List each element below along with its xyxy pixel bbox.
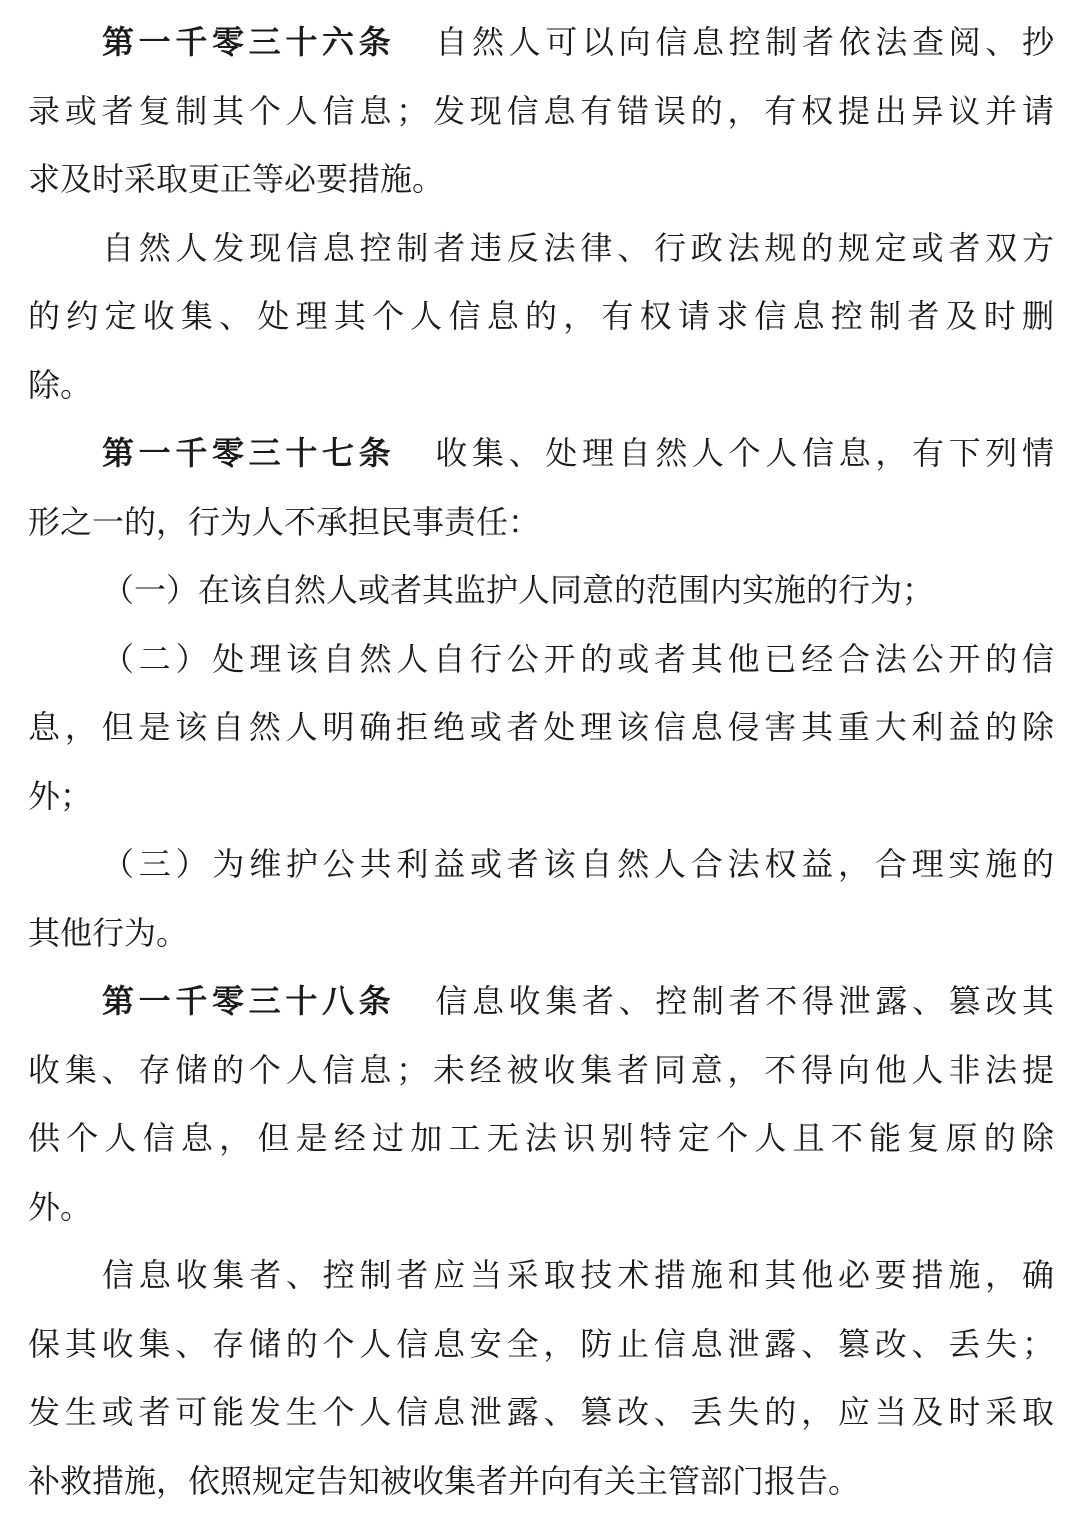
paragraph-line: 外； bbox=[28, 776, 93, 815]
paragraph-line: 外。 bbox=[28, 1187, 93, 1226]
paragraph-line: 息，但是该自然人明确拒绝或者处理该信息侵害其重大利益的除 bbox=[28, 708, 1054, 746]
paragraph-line bbox=[28, 419, 1054, 488]
article-title: 第一千零三十七条 bbox=[102, 434, 396, 472]
paragraph-line: 除。 bbox=[28, 365, 93, 404]
list-item-line: （二）处理该自然人自行公开的或者其他已经合法公开的信 bbox=[102, 639, 1054, 678]
paragraph-line bbox=[28, 8, 1054, 77]
paragraph-line: 的约定收集、处理其个人信息的，有权请求信息控制者及时删 bbox=[28, 297, 1054, 335]
paragraph-text: 收集、处理自然人个人信息，有下列情 bbox=[435, 434, 1054, 472]
paragraph-text: 信息收集者、控制者不得泄露、篡改其 bbox=[435, 982, 1054, 1020]
paragraph-line bbox=[28, 967, 1054, 1036]
article-1037 bbox=[28, 419, 1054, 967]
paragraph-line: 发生或者可能发生个人信息泄露、篡改、丢失的，应当及时采取 bbox=[28, 1393, 1054, 1431]
article-title: 第一千零三十八条 bbox=[102, 982, 396, 1020]
paragraph-line: 录或者复制其个人信息；发现信息有错误的，有权提出异议并请 bbox=[28, 91, 1054, 130]
document-page bbox=[28, 8, 1054, 1520]
paragraph-line: 供个人信息，但是经过加工无法识别特定个人且不能复原的除 bbox=[28, 1119, 1054, 1157]
paragraph-line: 收集、存储的个人信息；未经被收集者同意，不得向他人非法提 bbox=[28, 1050, 1054, 1089]
paragraph-line: 信息收集者、控制者应当采取技术措施和其他必要措施，确 bbox=[102, 1256, 1054, 1294]
article-1038 bbox=[28, 967, 1054, 1515]
paragraph-line: 形之一的，行为人不承担民事责任： bbox=[28, 502, 541, 541]
paragraph-line: 自然人发现信息控制者违反法律、行政法规的规定或者双方 bbox=[102, 228, 1054, 267]
paragraph-text: 自然人可以向信息控制者依法查阅、抄 bbox=[435, 23, 1054, 61]
list-item-line: （三）为维护公共利益或者该自然人合法权益，合理实施的 bbox=[102, 845, 1054, 883]
paragraph-line: 其他行为。 bbox=[28, 913, 189, 952]
paragraph-line: 求及时采取更正等必要措施。 bbox=[28, 160, 445, 198]
paragraph-line: 补救措施，依照规定告知被收集者并向有关主管部门报告。 bbox=[28, 1461, 861, 1500]
article-1036 bbox=[28, 8, 1054, 419]
list-item-line: （一）在该自然人或者其监护人同意的范围内实施的行为； bbox=[102, 571, 935, 609]
paragraph-line: 保其收集、存储的个人信息安全，防止信息泄露、篡改、丢失； bbox=[28, 1324, 1054, 1363]
article-title: 第一千零三十六条 bbox=[102, 23, 396, 61]
